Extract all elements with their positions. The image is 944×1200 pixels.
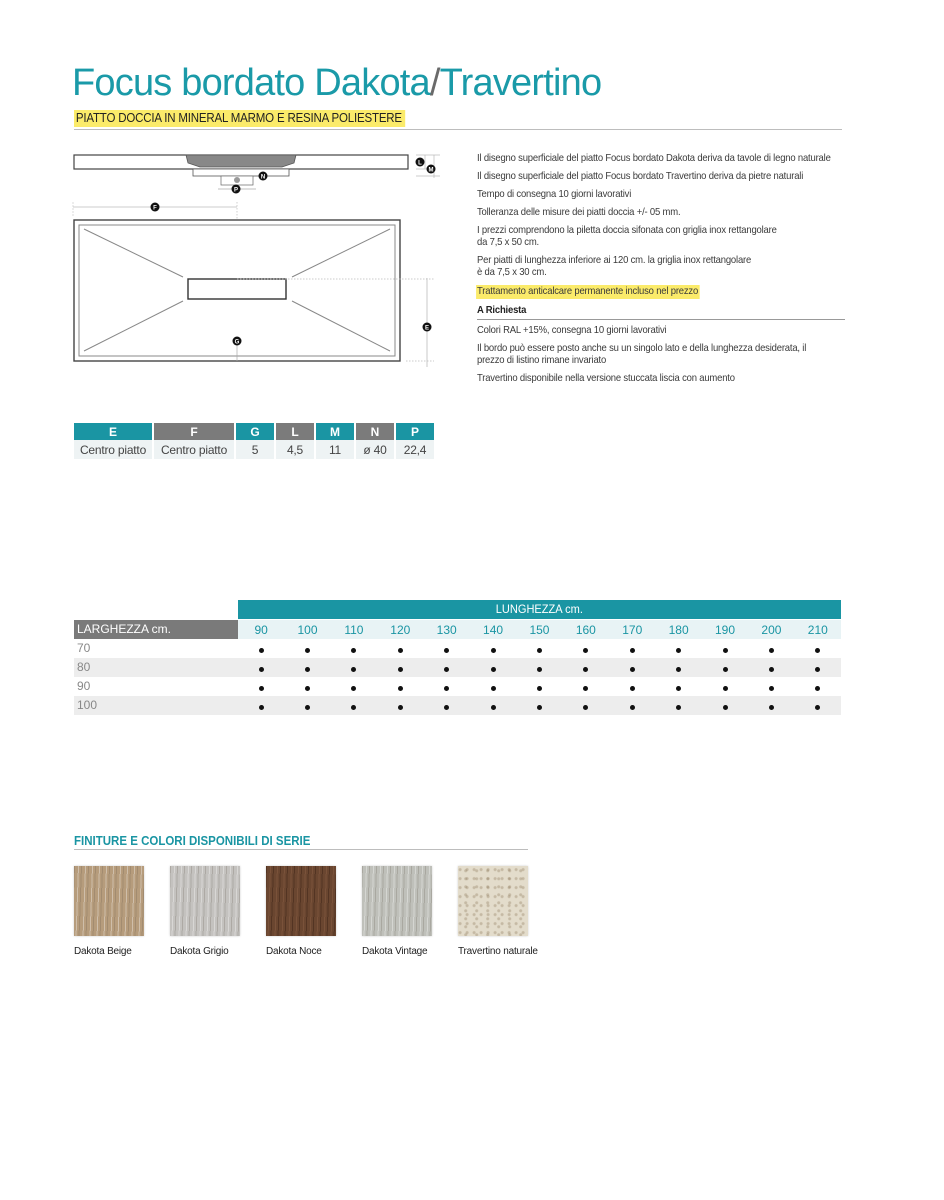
width-value: 70 (77, 641, 91, 655)
availability-cell (470, 680, 516, 694)
finishes-divider (74, 849, 528, 850)
note: è da 7,5 x 30 cm. (477, 267, 547, 278)
availability-cell (423, 680, 469, 694)
available-dot-icon (305, 648, 310, 653)
available-dot-icon (537, 686, 542, 691)
svg-text:F: F (153, 205, 157, 212)
dimension-label-G (233, 337, 242, 346)
availability-cell (702, 699, 748, 713)
availability-cell (238, 661, 284, 675)
dim-value-E: Centro piatto (74, 440, 154, 459)
availability-cells (238, 658, 841, 677)
availability-cell (331, 680, 377, 694)
finish-swatch (458, 866, 528, 936)
availability-cell (470, 642, 516, 656)
availability-cell (748, 661, 794, 675)
length-header-label: LUNGHEZZA cm. (495, 602, 584, 616)
dimension-label-M (427, 165, 436, 174)
availability-cell (423, 699, 469, 713)
available-dot-icon (769, 686, 774, 691)
sizes-table (74, 620, 841, 715)
svg-text:G: G (234, 339, 240, 346)
dim-header-G: G (236, 423, 276, 440)
available-dot-icon (351, 686, 356, 691)
available-dot-icon (491, 686, 496, 691)
available-dot-icon (305, 705, 310, 710)
finish-label: Travertino naturale (458, 946, 538, 957)
availability-cell (423, 661, 469, 675)
available-dot-icon (630, 686, 635, 691)
available-dot-icon (676, 667, 681, 672)
availability-cell (655, 680, 701, 694)
availability-cell (284, 642, 330, 656)
dim-header-F: F (154, 423, 236, 440)
note: da 7,5 x 50 cm. (477, 237, 540, 248)
availability-cell (423, 642, 469, 656)
finish-swatch (170, 866, 240, 936)
available-dot-icon (444, 667, 449, 672)
finish-swatch (74, 866, 144, 936)
available-dot-icon (815, 686, 820, 691)
note: Il disegno superficiale del piatto Focus bordato Travertino deriva da pietre naturali (477, 171, 804, 182)
available-dot-icon (444, 686, 449, 691)
title-end: Travertino (439, 62, 602, 104)
length-column-header: 150 (529, 622, 550, 637)
note: Tempo di consegna 10 giorni lavorativi (477, 189, 632, 200)
availability-cell (702, 642, 748, 656)
availability-cell (795, 642, 841, 656)
request-note: Travertino disponibile nella versione stuccata liscia con aumento (477, 373, 735, 384)
available-dot-icon (676, 648, 681, 653)
availability-cell (331, 699, 377, 713)
available-dot-icon (583, 686, 588, 691)
available-dot-icon (259, 686, 264, 691)
available-dot-icon (815, 705, 820, 710)
availability-cell (516, 661, 562, 675)
length-column-header: 160 (575, 622, 596, 637)
length-column-header: 180 (668, 622, 689, 637)
available-dot-icon (723, 686, 728, 691)
svg-text:L: L (418, 160, 422, 167)
length-column-header: 100 (297, 622, 318, 637)
availability-cell (609, 642, 655, 656)
technical-drawing (70, 145, 440, 375)
note: I prezzi comprendono la piletta doccia sifonata con griglia inox rettangolare (477, 225, 777, 236)
dim-value-G: 5 (236, 440, 276, 459)
availability-cell (470, 661, 516, 675)
product-notes (477, 153, 847, 391)
availability-cell (702, 661, 748, 675)
sizes-header-row (74, 620, 841, 639)
on-request-heading: A Richiesta (477, 305, 527, 316)
available-dot-icon (630, 648, 635, 653)
length-columns (238, 620, 841, 639)
request-note: Colori RAL +15%, consegna 10 giorni lavorativi (477, 325, 667, 336)
request-note: Il bordo può essere posto anche su un singolo lato e della lunghezza desiderata, il (477, 343, 807, 354)
finish-label: Dakota Vintage (362, 946, 428, 957)
available-dot-icon (398, 705, 403, 710)
availability-cell (377, 642, 423, 656)
available-dot-icon (815, 667, 820, 672)
available-dot-icon (305, 667, 310, 672)
dimension-label-E (423, 323, 432, 332)
width-value: 100 (77, 698, 98, 712)
availability-cell (609, 661, 655, 675)
available-dot-icon (444, 705, 449, 710)
availability-cell (516, 699, 562, 713)
length-header (238, 600, 841, 619)
dimensions-value-row (74, 440, 434, 459)
size-row (74, 658, 841, 677)
finish-swatch (266, 866, 336, 936)
availability-cell (516, 680, 562, 694)
dimension-label-P (232, 185, 241, 194)
available-dot-icon (630, 705, 635, 710)
availability-cell (563, 642, 609, 656)
available-dot-icon (259, 667, 264, 672)
size-row (74, 639, 841, 658)
availability-cell (795, 680, 841, 694)
available-dot-icon (537, 667, 542, 672)
title-main: Focus bordato Dakota (72, 62, 430, 104)
availability-cell (238, 642, 284, 656)
availability-cell (284, 661, 330, 675)
available-dot-icon (398, 667, 403, 672)
available-dot-icon (491, 648, 496, 653)
available-dot-icon (351, 667, 356, 672)
available-dot-icon (305, 686, 310, 691)
title-divider (74, 129, 842, 130)
available-dot-icon (769, 705, 774, 710)
availability-cell (516, 642, 562, 656)
available-dot-icon (769, 648, 774, 653)
finish-label: Dakota Noce (266, 946, 322, 957)
length-column-header: 200 (761, 622, 782, 637)
finish-label: Dakota Beige (74, 946, 132, 957)
available-dot-icon (676, 705, 681, 710)
dimension-label-F (151, 203, 160, 212)
availability-cell (377, 661, 423, 675)
available-dot-icon (769, 667, 774, 672)
availability-cell (795, 661, 841, 675)
dimensions-table (74, 423, 434, 459)
on-request-divider (477, 319, 845, 320)
dim-value-N: ø 40 (356, 440, 396, 459)
available-dot-icon (259, 705, 264, 710)
availability-cell (238, 699, 284, 713)
availability-cell (470, 699, 516, 713)
svg-text:N: N (260, 174, 266, 181)
available-dot-icon (537, 648, 542, 653)
available-dot-icon (723, 705, 728, 710)
availability-cell (655, 699, 701, 713)
available-dot-icon (630, 667, 635, 672)
width-value: 90 (77, 679, 91, 693)
size-row (74, 696, 841, 715)
length-column-header: 120 (390, 622, 411, 637)
available-dot-icon (491, 667, 496, 672)
dim-value-L: 4,5 (276, 440, 316, 459)
note: Il disegno superficiale del piatto Focus bordato Dakota deriva da tavole di legno naturale (477, 153, 831, 164)
length-column-header: 130 (436, 622, 457, 637)
availability-cell (609, 699, 655, 713)
width-value: 80 (77, 660, 91, 674)
available-dot-icon (676, 686, 681, 691)
finish-swatch (362, 866, 432, 936)
available-dot-icon (583, 648, 588, 653)
availability-cell (284, 680, 330, 694)
note: Per piatti di lunghezza inferiore ai 120 cm. la griglia inox rettangolare (477, 255, 752, 266)
dim-header-P: P (396, 423, 434, 440)
availability-cell (284, 699, 330, 713)
available-dot-icon (444, 648, 449, 653)
dim-header-M: M (316, 423, 356, 440)
available-dot-icon (583, 667, 588, 672)
finishes-title: FINITURE E COLORI DISPONIBILI DI SERIE (74, 834, 311, 848)
available-dot-icon (723, 648, 728, 653)
availability-cell (331, 661, 377, 675)
availability-cell (563, 680, 609, 694)
request-note: prezzo di listino rimane invariato (477, 355, 607, 366)
page-title (72, 60, 601, 106)
available-dot-icon (351, 705, 356, 710)
size-row (74, 677, 841, 696)
availability-cell (377, 680, 423, 694)
dimensions-header-row (74, 423, 434, 440)
available-dot-icon (398, 648, 403, 653)
availability-cell (748, 699, 794, 713)
availability-cell (238, 680, 284, 694)
available-dot-icon (259, 648, 264, 653)
availability-cell (702, 680, 748, 694)
svg-text:M: M (428, 167, 434, 174)
available-dot-icon (583, 705, 588, 710)
availability-cell (655, 661, 701, 675)
dimension-label-L (416, 158, 425, 167)
availability-cell (377, 699, 423, 713)
available-dot-icon (351, 648, 356, 653)
dim-value-P: 22,4 (396, 440, 434, 459)
note: Tolleranza delle misure dei piatti doccia +/- 05 mm. (477, 207, 681, 218)
availability-cell (795, 699, 841, 713)
dim-header-E: E (74, 423, 154, 440)
availability-cell (748, 642, 794, 656)
highlighted-note: Trattamento anticalcare permanente incluso nel prezzo (477, 286, 699, 297)
length-column-header: 170 (622, 622, 643, 637)
length-column-header: 210 (807, 622, 828, 637)
available-dot-icon (723, 667, 728, 672)
available-dot-icon (815, 648, 820, 653)
width-rows (74, 639, 841, 715)
dim-value-F: Centro piatto (154, 440, 236, 459)
dim-value-M: 11 (316, 440, 356, 459)
availability-cell (609, 680, 655, 694)
availability-cells (238, 639, 841, 658)
svg-text:P: P (233, 187, 239, 194)
available-dot-icon (398, 686, 403, 691)
length-column-header: 110 (344, 622, 364, 637)
dim-header-N: N (356, 423, 396, 440)
length-column-header: 190 (715, 622, 736, 637)
top-view (73, 202, 434, 367)
available-dot-icon (537, 705, 542, 710)
width-header: LARGHEZZA cm. (74, 620, 238, 639)
title-slash: / (429, 62, 440, 104)
availability-cell (655, 642, 701, 656)
availability-cells (238, 696, 841, 715)
side-profile (74, 155, 440, 189)
subtitle: PIATTO DOCCIA IN MINERAL MARMO E RESINA POLIESTERE (74, 110, 406, 127)
finish-label: Dakota Grigio (170, 946, 229, 957)
svg-text:E: E (424, 325, 430, 332)
dimension-label-N (259, 172, 268, 181)
available-dot-icon (491, 705, 496, 710)
availability-cell (748, 680, 794, 694)
availability-cell (331, 642, 377, 656)
dim-header-L: L (276, 423, 316, 440)
length-column-header: 140 (483, 622, 504, 637)
availability-cell (563, 661, 609, 675)
availability-cell (563, 699, 609, 713)
length-column-header: 90 (254, 622, 268, 637)
availability-cells (238, 677, 841, 696)
